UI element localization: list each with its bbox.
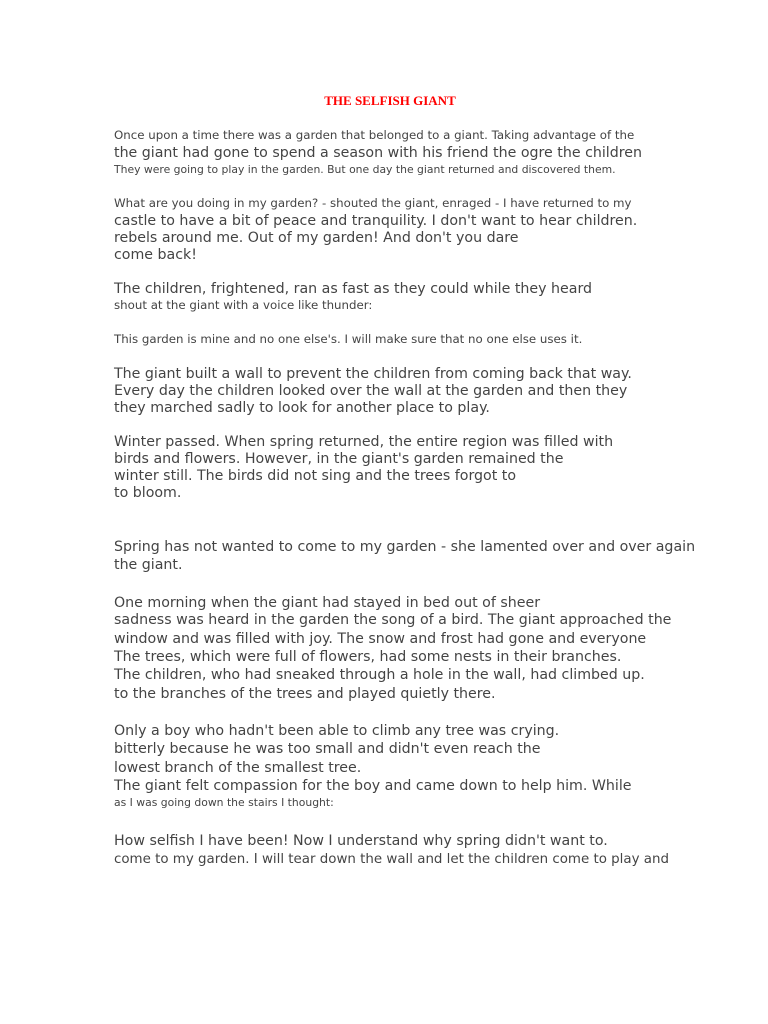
text-line: come back!: [114, 247, 197, 263]
text-line: lowest branch of the smallest tree.: [114, 760, 362, 776]
text-line: Every day the children looked over the wall at the garden and then they: [114, 383, 628, 399]
text-line: The trees, which were full of flowers, had some nests in their branches.: [114, 649, 622, 665]
text-line: One morning when the giant had stayed in bed out of sheer: [114, 595, 541, 611]
text-line: Once upon a time there was a garden that belonged to a giant. Taking advantage of the: [114, 128, 635, 142]
text-line: Only a boy who hadn't been able to climb any tree was crying.: [114, 723, 560, 739]
text-line: What are you doing in my garden? - shouted the giant, enraged - I have returned to my: [114, 196, 632, 210]
text-line: to bloom.: [114, 485, 182, 501]
text-line: How selfish I have been! Now I understand why spring didn't want to.: [114, 833, 608, 849]
text-line: The children, who had sneaked through a hole in the wall, had climbed up.: [114, 667, 645, 683]
text-line: the giant.: [114, 557, 183, 573]
text-line: Spring has not wanted to come to my garden - she lamented over and over again: [114, 539, 696, 555]
text-line: The children, frightened, ran as fast as they could while they heard: [114, 281, 593, 297]
text-line: sadness was heard in the garden the song of a bird. The giant approached the: [114, 612, 672, 628]
text-line: The giant built a wall to prevent the children from coming back that way.: [114, 366, 632, 382]
text-line: as I was going down the stairs I thought:: [114, 796, 334, 809]
text-line: They were going to play in the garden. But one day the giant returned and discovered them.: [114, 163, 616, 176]
text-line: birds and flowers. However, in the giant's garden remained the: [114, 451, 564, 467]
text-line: shout at the giant with a voice like thunder:: [114, 298, 373, 312]
text-line: This garden is mine and no one else's. I will make sure that no one else uses it.: [114, 332, 583, 346]
text-line: the giant had gone to spend a season with his friend the ogre the children: [114, 145, 642, 161]
text-line: The giant felt compassion for the boy and came down to help him. While: [114, 778, 632, 794]
text-line: Winter passed. When spring returned, the entire region was filled with: [114, 434, 614, 450]
text-line: window and was filled with joy. The snow and frost had gone and everyone: [114, 631, 647, 647]
story-title: THE SELFISH GIANT: [324, 93, 456, 108]
text-line: they marched sadly to look for another place to play.: [114, 400, 490, 416]
text-line: rebels around me. Out of my garden! And don't you dare: [114, 230, 519, 246]
text-line: to the branches of the trees and played quietly there.: [114, 686, 496, 702]
text-line: winter still. The birds did not sing and the trees forgot to: [114, 468, 517, 484]
text-line: castle to have a bit of peace and tranquility. I don't want to hear children.: [114, 213, 638, 229]
text-line: come to my garden. I will tear down the wall and let the children come to play and: [114, 852, 669, 867]
text-line: bitterly because he was too small and didn't even reach the: [114, 741, 541, 757]
